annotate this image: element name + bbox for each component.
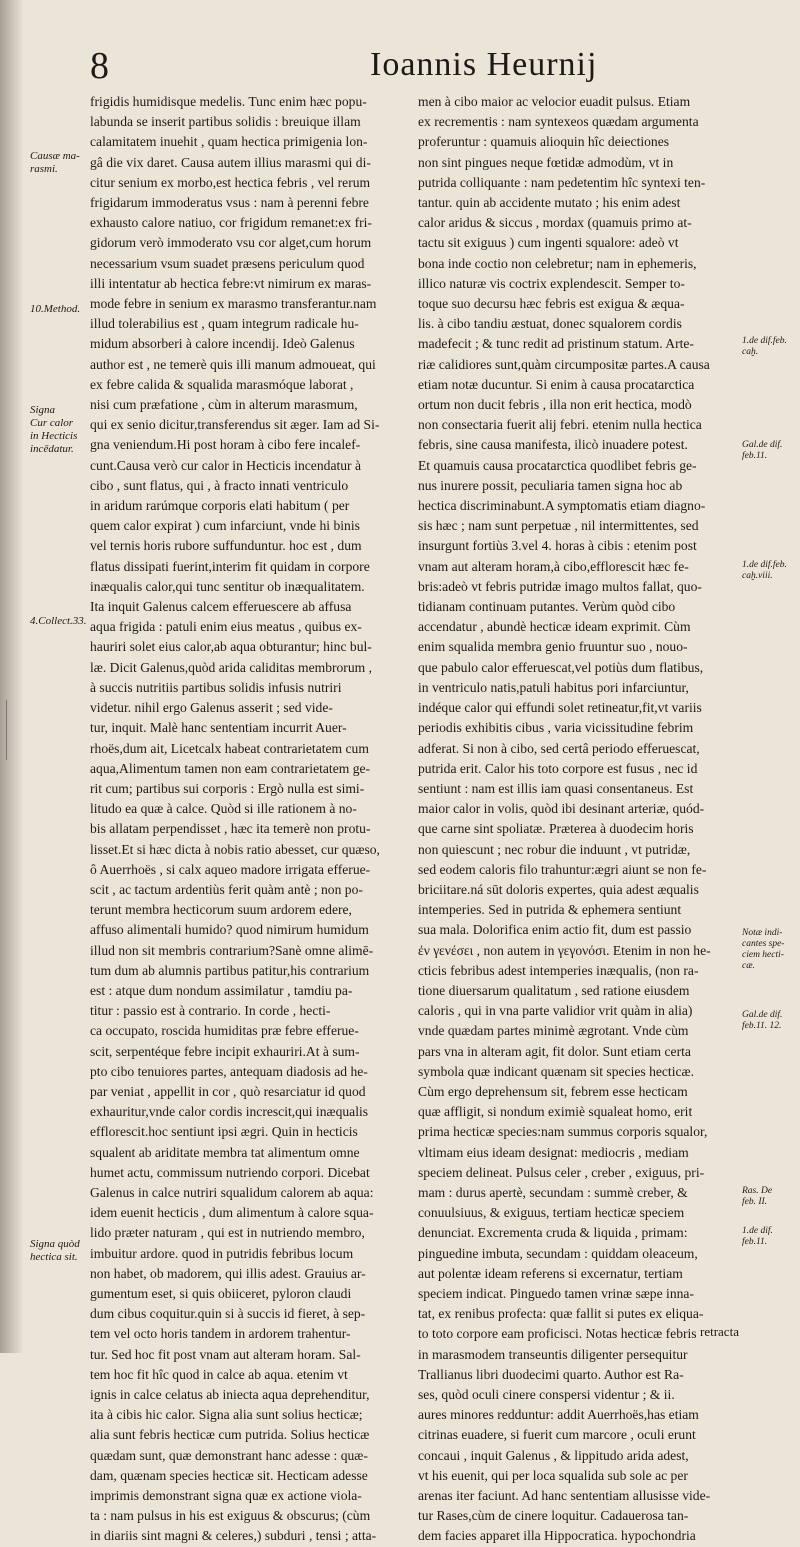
binding-shadow <box>0 0 24 1353</box>
left-column-line: terunt membra hecticorum suum ardorem edere, <box>90 902 352 918</box>
left-column-line: ta : nam pulsus in his est exiguus & obscurus; (cùm <box>90 1508 371 1524</box>
left-column-line: non habet, ob madorem, qui illis adest. Grauius ar- <box>90 1265 366 1281</box>
right-column-line: men à cibo maior ac velocior euadit pulsus. Etiam <box>418 94 691 109</box>
right-column-line: proferuntur : quamuis alioquin hîc deiectiones <box>418 134 670 150</box>
left-column-line: gna veniendum.Hi post horam à cibo fere incalef- <box>90 437 361 453</box>
margin-note-right-7: 1.de dif. feb.11. <box>742 1226 773 1247</box>
right-column-line: periodis exhibitis cibus , varia vicissitudine febrim <box>418 720 694 736</box>
left-column-line: midum absorberi à calore incendij. Ideò Galenus <box>90 336 355 352</box>
left-column-line: quem calor expirat ) cum infarciunt, vnde hi binis <box>90 518 360 534</box>
left-column-line: Ita inquit Galenus calcem efferuescere ab affusa <box>90 599 352 615</box>
left-column-line: illi intentatur ab hectica febre:vt nimirum ex maras- <box>90 275 372 291</box>
right-column-line: intemperies. Sed in putrida & ephemera sentiunt <box>418 902 682 918</box>
margin-note-left-4: 4.Collect.33. <box>30 615 87 627</box>
right-column-line: in marasmodem transeuntis diligenter persequitur <box>418 1346 688 1362</box>
left-column-line: hauriri solet eius calor,ab aqua obturantur; hinc bul- <box>90 639 372 655</box>
left-column-line: tur. Sed hoc fit post vnam aut alteram horam. Sal- <box>90 1346 361 1362</box>
left-column-line: calamitatem inuehit , quam hectica primigenia lon- <box>90 134 368 150</box>
left-column-line: illud tolerabilius est , quam integrum radicale hu- <box>90 316 359 332</box>
left-column-line: frigidarum immoderatus vsus : nam à perenni febre <box>90 195 369 211</box>
margin-note-left-5: Signa quòd hectica sit. <box>30 1238 80 1263</box>
left-column-line: par veniat , appellit in cor , quò resarciatur id quod <box>90 1083 366 1099</box>
margin-note-left-1: Causæ ma- rasmi. <box>30 150 80 175</box>
right-column-line: madefecit ; & tunc redit ad pristinum statum. Arte- <box>418 336 694 352</box>
left-column-line: videtur. nihil ergo Galenus asserit ; sed vide- <box>90 700 333 716</box>
right-column-line: hectica discriminabunt.A symptomatis etiam diagno- <box>418 498 706 514</box>
left-column-line: ignis in calce celatus ab iniecta aqua deprehenditur, <box>90 1387 370 1402</box>
right-column-line: sed eodem caloris filo trahuntur:ægri aiunt se non fe- <box>418 861 707 877</box>
right-column-line: denunciat. Excrementa cruda & liquida , primam: <box>418 1225 688 1241</box>
right-column-line: febris, sine causa manifesta, ilicò inuadere potest. <box>418 437 688 453</box>
left-column-line: rit cum; partibus sui corporis : Ergò nulla est simi- <box>90 780 365 796</box>
left-column-line: idem euenit hecticis , dum alimentum à calore squa- <box>90 1205 374 1221</box>
left-column-line: frigidis humidisque medelis. Tunc enim hæc popu- <box>90 94 367 109</box>
right-column-line: aures minores redduntur: addit Auerrhoës,has etiam <box>418 1407 699 1423</box>
right-column-line: tur Rases,cùm de cinere loquitur. Cadauerosa tan- <box>418 1508 689 1524</box>
right-column-line: accendatur , abundè hecticæ ideam exprimit. Cùm <box>418 619 691 635</box>
left-column-line: qui ex senio dicitur,transferendus sit æger. Iam ad Si- <box>90 417 380 433</box>
right-column-line: concaui , inquit Galenus , & lippitudo arida adest, <box>418 1447 689 1463</box>
page-edge <box>6 700 7 760</box>
right-column-line: citrinas euadere, si fuerit cum marcore , oculi erunt <box>418 1427 696 1443</box>
right-column-line: Et quamuis causa procatarctica quodlibet febris ge- <box>418 457 697 473</box>
left-column-line: in aridum rarúmque corporis elati habitum ( per <box>90 498 350 514</box>
right-column-line: speciem delineat. Pulsus celer , creber , exiguus, pri- <box>418 1164 705 1180</box>
left-column-line: dum cibus coquitur.quin si à succis id fieret, à sep- <box>90 1306 366 1322</box>
right-column-line: calor aridus & siccus , mordax (quamuis primo at- <box>418 215 692 231</box>
left-column-line: læ. Dicit Galenus,quòd arida caliditas membrorum , <box>90 659 373 675</box>
right-column-line: tactu sit exiguus ) cum ingenti squalore: adeò vt <box>418 235 679 251</box>
right-text-column <box>418 92 738 1547</box>
right-column-line: sis hæc ; nam sunt perpetuæ , nil intermittentes, sed <box>418 518 699 534</box>
right-column-line: aut polentæ ideam referens si excernatur, tertiam <box>418 1265 683 1281</box>
right-column-line: cticis febribus adest intemperies inæqualis, (non ra- <box>418 962 699 978</box>
left-column-line: vel ternis horis rubore suffunduntur. hoc est , dum <box>90 538 362 554</box>
right-column-line: vnam aut alteram horam,à cibo,efflorescit hæc fe- <box>418 558 689 574</box>
right-column-line: prima hecticæ species:nam summus corporis squalor, <box>418 1124 708 1140</box>
left-column-line: à succis nutritiis partibus solidis infusis nutriri <box>90 679 342 695</box>
left-column-line: rhoës,dum ait, Licetcalx habeat contrarietatem cum <box>90 740 369 756</box>
margin-note-right-4: Notæ indi- cantes spe- ciem hecti- cæ. <box>742 928 785 971</box>
right-column-line: tione diuersarum qualitatum , sed ratione eiusdem <box>418 982 690 998</box>
right-column-line: bona inde coctio non celebretur; nam in ephemeris, <box>418 255 697 271</box>
left-column-line: lisset.Et si hæc dicta à nobis ratio abesset, cur quæso, <box>90 841 380 857</box>
right-column-line: Cùm ergo deprehensum sit, febrem esse hecticam <box>418 1083 688 1099</box>
left-column-line: gidorum verò immoderato vsu cor alget,cum horum <box>90 235 372 251</box>
right-column-line: ex recrementis : nam syntexeos quædam argumenta <box>418 114 699 130</box>
left-column-line: pto cibo tenuiores partes, antequam diadosis ad he- <box>90 1063 368 1079</box>
left-column-line: est : atque dum nondum assimilatur , tamdiu pa- <box>90 982 353 998</box>
left-column-line: nisi cum præfatione , cùm in alterum marasmum, <box>90 397 358 413</box>
right-column-line: dem facies apparet illa Hippocratica. hypochondria <box>418 1528 696 1544</box>
right-column-line: putrida colliquante : nam pedetentim hîc syntexi ten- <box>418 174 706 190</box>
left-column-line: ita à cibis hic calor. Signa alia sunt solius hecticæ; <box>90 1407 363 1423</box>
left-column-line: tum dum ab alumnis partibus patitur,his contrarium <box>90 962 370 978</box>
right-column-line: tidianam continuam putantes. Verùm quòd cibo <box>418 599 676 615</box>
margin-note-left-3: Signa Cur calor in Hecticis incēdatur. <box>30 404 78 455</box>
left-column-line: scit, serpentéque febre incipit exhauriri.At à sum- <box>90 1043 360 1059</box>
left-column-line: litudo ea quæ à calce. Quòd si ille rationem à no- <box>90 801 357 817</box>
left-text-column <box>90 92 396 1547</box>
right-column-line: riæ calidiores sunt,quàm circumpositæ partes.A causa <box>418 356 710 372</box>
right-column-line: non sint pingues neque fœtidæ admodùm, vt in <box>418 154 674 170</box>
right-column-line: tat, ex renibus profecta: quæ fallit si putes ex eliqua- <box>418 1306 704 1322</box>
right-column-line: illico naturæ vis coctrix explendescit. Semper to- <box>418 275 685 291</box>
right-column-line: putrida erit. Calor his toto corpore est fusus , nec id <box>418 760 698 776</box>
margin-note-right-2: Gal.de dif. feb.11. <box>742 440 783 461</box>
right-column-line: caloris , qui in vna parte validior vrit quàm in alia) <box>418 1003 693 1019</box>
left-column-line: ex febre calida & squalida marasmóque laborat , <box>90 376 354 392</box>
right-column-line: lis. à cibo tandiu æstuat, donec squalorem cordis <box>418 316 682 332</box>
left-column-line: ô Auerrhoës , si calx aqueo madore irrigata efferue- <box>90 861 371 877</box>
right-column-line: bris:adeò vt febris putridæ imago multos fallat, quo- <box>418 578 702 594</box>
left-column-line: imprimis demonstrant signa quæ ex actione viola- <box>90 1488 362 1504</box>
right-column-line: maior calor in volis, quòd ibi desinant arteriæ, quód- <box>418 801 705 817</box>
left-column-line: inæqualis calor,qui tunc sentitur ob inæqualitatem. <box>90 578 365 594</box>
right-column-line: pars vna in alteram agit, fit dolor. Sunt etiam certa <box>418 1043 691 1059</box>
left-column-line: dam, quænam species hecticæ sit. Hecticam adesse <box>90 1467 368 1483</box>
right-column-line: arenas iter faciunt. Ad hanc sententiam allusisse vide- <box>418 1488 711 1504</box>
left-column-line: necessarium vsum suadet præsens periculum quod <box>90 255 365 271</box>
left-column-line: efflorescit.hoc sentiunt ipsi ægri. Quin in hecticis <box>90 1124 358 1140</box>
right-column-line: mam : durus apertè, secundam : summè creber, & <box>418 1184 688 1200</box>
left-column-line: Galenus in calce nutriri squalidum calorem ab aqua: <box>90 1184 374 1200</box>
left-column-line: mode febre in senium ex marasmo transferantur.nam <box>90 296 377 312</box>
left-column-line: gumentum eset, si quis obiiceret, pyloron claudi <box>90 1285 352 1301</box>
margin-note-right-1: 1.de dif.feb. caḫ. <box>742 336 787 357</box>
page-number: 8 <box>90 45 109 87</box>
right-column-line: in ventriculo natis,patuli habitus pori infarciuntur, <box>418 679 689 695</box>
left-column-line: exhauritur,vnde calor cordis increscit,qui inæqualis <box>90 1104 369 1120</box>
right-column-line: ses, quòd oculi cinere conspersi videntur ; & ii. <box>418 1387 675 1402</box>
left-column-line: aqua,Alimentum tamen non eam contrarietatem ge- <box>90 760 371 776</box>
right-column-line: vltimam eius ideam designat: mediocris , mediam <box>418 1144 689 1160</box>
margin-note-right-6: Ras. De feb. II. <box>742 1186 773 1207</box>
right-column-line: adferat. Si non à cibo, sed certâ periodo efferuescat, <box>418 740 700 756</box>
running-head: Ioannis Heurnij <box>370 46 598 83</box>
left-column-line: alia sunt febris hecticæ cum putrida. Solius hecticæ <box>90 1427 370 1443</box>
page-header <box>60 40 740 96</box>
left-column-line: lido præter naturam , qui est in nutriendo membro, <box>90 1225 365 1241</box>
left-column-line: scit , ac tactum ardentiùs ferit quàm antè ; non po- <box>90 881 363 897</box>
right-column-line: vnde quædam partes minimè ægrotant. Vnde cùm <box>418 1023 689 1039</box>
left-column-line: gâ die vix daret. Causa autem illius marasmi qui di- <box>90 154 371 170</box>
left-column-line: aqua frigida : patuli enim eius meatus , quibus ex- <box>90 619 362 635</box>
left-column-line: ca occupato, roscida humiditas præ febre efferue- <box>90 1023 359 1039</box>
right-column-line: vt his euenit, qui per loca squalida sub sole ac per <box>418 1467 688 1483</box>
left-column-line: exhausto calore natiuo, cor frigidum remanet:ex fri- <box>90 215 372 231</box>
right-column-line: que pabulo calor efferuescat,vel potiùs dum flatibus, <box>418 659 704 675</box>
right-column-line: non quiescunt ; nec robur die induunt , vt putridæ, <box>418 841 691 857</box>
margin-note-right-5: Gal.de dif. feb.11. 12. <box>742 1010 783 1031</box>
right-column-line: conuulsiuus, & exiguus, tertiam hecticæ speciem <box>418 1205 685 1221</box>
right-column-line: ortum non ducit febris , illa non erit hectica, modò <box>418 397 692 413</box>
right-column-line: ἐν γενέσει , non autem in γεγονόσι. Etenim in non he- <box>418 942 711 958</box>
right-column-line: nus inurere possit, peculiaria tamen signa hoc ab <box>418 477 683 493</box>
left-column-line: tur, inquit. Malè hanc sententiam incurrit Auer- <box>90 720 347 736</box>
left-column-line: citur senium ex morbo,est hectica febris , vel rerum <box>90 174 371 190</box>
margin-note-left-2: 10.Method. <box>30 303 81 315</box>
right-column-line: non consectaria fuerit alij febri. etenim nulla hectica <box>418 417 702 433</box>
right-column-line: etiam notæ ducuntur. Si enim à causa procatarctica <box>418 376 695 392</box>
left-column-line: imbuitur ardore. quod in putridis febribus locum <box>90 1245 354 1261</box>
right-column-line: sua mala. Dolorifica enim actio fit, dum est passio <box>418 922 692 938</box>
left-column-line: quædam sunt, quæ demonstrant hanc adesse : quæ- <box>90 1447 368 1463</box>
right-column-line: que carne sint spoliatæ. Præterea à duodecim horis <box>418 821 694 837</box>
left-column-line: bis allatam perpendisset , hæc ita temerè non protu- <box>90 821 371 837</box>
left-column-line: flatus dissipati fuerint,interim fit quidam in corpore <box>90 558 370 574</box>
right-column-line: quæ affligit, si nondum eximiè squaleat homo, erit <box>418 1104 693 1120</box>
right-column-line: pinguedine imbuta, secundam : quiddam oleaceum, <box>418 1245 698 1261</box>
left-column-line: tem hoc fit hîc quod in calce ab aqua. etenim vt <box>90 1366 348 1382</box>
right-column-line: indéque calor qui effundi solet retineatur,fit,vt variis <box>418 700 702 716</box>
left-column-line: affuso alimentali humido? quod nimirum humidum <box>90 922 369 938</box>
left-column-line: author est , ne temerè quis illi manum admoueat, qui <box>90 356 376 372</box>
left-column-line: labunda se inserit partibus solidis : breuique illam <box>90 114 361 130</box>
left-column-line: cunt.Causa verò cur calor in Hecticis incendatur à <box>90 457 362 473</box>
left-column-line: in diariis sint magni & celeres,) subduri , tensi ; atta- <box>90 1528 377 1544</box>
right-column-line: tantur. quin ab accidente mutato ; his enim adest <box>418 195 681 211</box>
left-column-line: humet actu, commissum nutriendo corpori. Dicebat <box>90 1164 370 1180</box>
right-column-line: briciitare.ná sūt doloris expertes, quia adest æqualis <box>418 881 699 897</box>
left-column-line: squalent ab ariditate membra tat alimentum omne <box>90 1144 360 1160</box>
right-column-line: sentiunt : nam est illis iam quasi consentaneus. Est <box>418 780 694 796</box>
left-column-line: illud non sit membris contrarium?Sanè omne alimē- <box>90 942 374 958</box>
right-column-line: toque suo decursu hæc febris est exigua & æqua- <box>418 296 685 312</box>
right-column-line: symbola quæ indicant quænam sit species hecticæ. <box>418 1063 694 1079</box>
left-column-line: titur : passio est à contrario. In corde , hecti- <box>90 1003 331 1019</box>
right-column-line: insurgunt fortiùs 3.vel 4. horas à cibis : etenim post <box>418 538 697 554</box>
right-column-line: Trallianus libri duodecimi quarto. Author est Ra- <box>418 1366 684 1382</box>
left-column-line: tem vel octo horis tandem in ardorem trahentur- <box>90 1326 351 1342</box>
right-column-line: speciem indicat. Pinguedo tamen vrinæ sæpe inna- <box>418 1285 694 1301</box>
catchword: retracta <box>700 1324 739 1339</box>
margin-note-right-3: 1.de dif.feb. caḫ.viii. <box>742 560 787 581</box>
right-column-line: to toto corpore eam proficisci. Notas hecticæ febris <box>418 1326 697 1342</box>
right-column-line: enim squalida membra genio fruuntur suo , nouo- <box>418 639 688 655</box>
left-column-line: cibo , sunt flatus, qui , à fracto innati ventriculo <box>90 477 349 493</box>
